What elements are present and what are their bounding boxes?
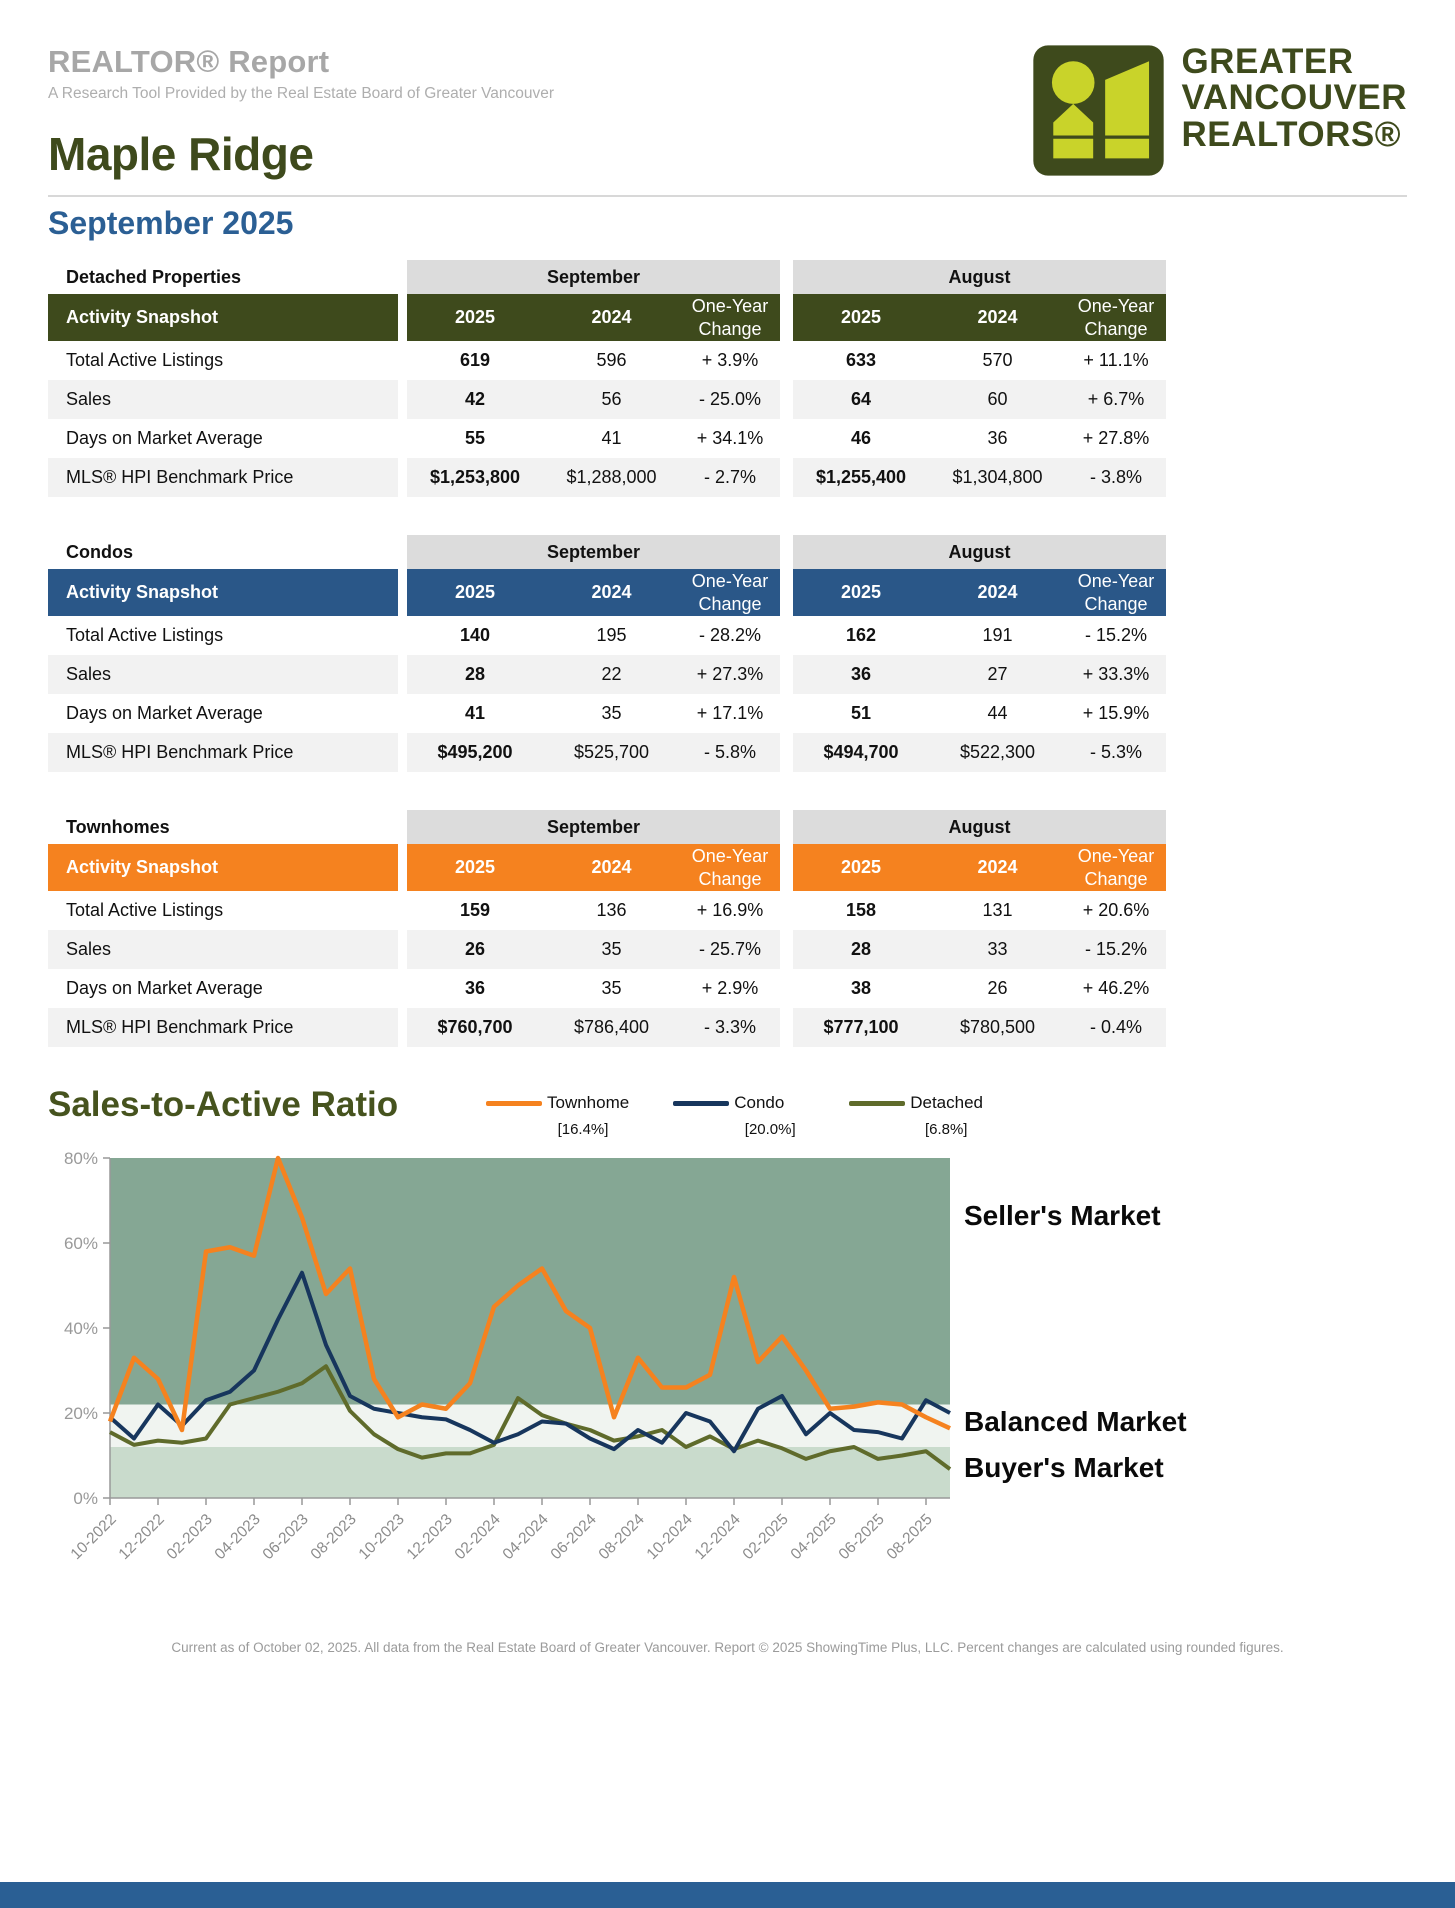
sales-to-active-chart [48, 1150, 1455, 1615]
svg-text:10-2023: 10-2023 [355, 1510, 408, 1564]
year-col-2024: 2024 [543, 569, 680, 616]
table-row-sales [48, 380, 1407, 419]
value-2024: $786,400 [543, 1008, 680, 1047]
value-2024: 191 [929, 616, 1066, 655]
legend-entry-top [486, 1093, 629, 1113]
legend-label: Townhome [547, 1093, 630, 1112]
one-year-change-col: One-Year Change [680, 294, 780, 341]
column-gap [780, 458, 793, 497]
value-2024: 33 [929, 930, 1066, 969]
column-gap [398, 844, 407, 891]
value-2025: 55 [407, 419, 543, 458]
table-row-days-on-market-average [48, 694, 1407, 733]
svg-text:08-2023: 08-2023 [307, 1510, 360, 1564]
svg-text:04-2023: 04-2023 [211, 1510, 264, 1564]
chart-title: Sales-to-Active Ratio [48, 1085, 399, 1124]
svg-text:04-2025: 04-2025 [787, 1510, 840, 1564]
legend-label: Condo [734, 1093, 785, 1112]
svg-text:0%: 0% [73, 1489, 98, 1508]
svg-text:40%: 40% [63, 1319, 98, 1338]
table-row-mls-hpi-benchmark-price [48, 458, 1407, 497]
value-2025: $495,200 [407, 733, 543, 772]
legend-label: Detached [910, 1093, 983, 1112]
table-row-total-active-listings [48, 341, 1407, 380]
value-2025: 41 [407, 694, 543, 733]
row-label: Total Active Listings [48, 891, 398, 930]
column-gap [780, 419, 793, 458]
logo-line-3: REALTORS® [1181, 114, 1402, 154]
header-titles [48, 34, 554, 181]
activity-snapshot-label: Activity Snapshot [48, 844, 398, 891]
svg-text:10-2024: 10-2024 [643, 1510, 696, 1564]
table-condos [48, 535, 1407, 772]
table-title-row [48, 260, 1407, 294]
column-gap [780, 380, 793, 419]
value-2025: 26 [407, 930, 543, 969]
value-change: + 16.9% [680, 891, 780, 930]
svg-text:02-2025: 02-2025 [739, 1510, 792, 1564]
column-gap [398, 380, 407, 419]
column-gap [780, 969, 793, 1008]
value-change: - 3.8% [1066, 458, 1166, 497]
value-2025: 64 [793, 380, 929, 419]
column-gap [780, 844, 793, 891]
value-2025: $760,700 [407, 1008, 543, 1047]
value-change: - 5.8% [680, 733, 780, 772]
gvr-logo [1032, 44, 1407, 177]
row-label: Sales [48, 930, 398, 969]
one-year-change-col: One-Year Change [680, 569, 780, 616]
column-gap [780, 930, 793, 969]
value-2025: 140 [407, 616, 543, 655]
column-gap [398, 294, 407, 341]
row-label: Total Active Listings [48, 341, 398, 380]
activity-snapshot-row [48, 569, 1407, 616]
chart-body [48, 1150, 1455, 1620]
condo-line-swatch [673, 1101, 729, 1106]
column-gap [398, 569, 407, 616]
value-change: + 27.8% [1066, 419, 1166, 458]
value-2024: $522,300 [929, 733, 1066, 772]
svg-text:06-2024: 06-2024 [547, 1510, 600, 1564]
report-title: REALTOR® Report [48, 44, 330, 79]
value-2025: 162 [793, 616, 929, 655]
row-label: Sales [48, 655, 398, 694]
month-header-august: August [793, 810, 1166, 844]
value-2024: 36 [929, 419, 1066, 458]
column-gap [780, 341, 793, 380]
value-2025: 28 [793, 930, 929, 969]
value-change: + 46.2% [1066, 969, 1166, 1008]
month-header-september: September [407, 535, 780, 569]
svg-text:04-2024: 04-2024 [499, 1510, 552, 1564]
activity-snapshot-label: Activity Snapshot [48, 569, 398, 616]
value-2025: 28 [407, 655, 543, 694]
svg-text:12-2023: 12-2023 [403, 1510, 456, 1564]
one-year-change-col: One-Year Change [1066, 569, 1166, 616]
sales-to-active-section [48, 1085, 1455, 1620]
value-2024: 60 [929, 380, 1066, 419]
value-2024: 35 [543, 969, 680, 1008]
activity-snapshot-label: Activity Snapshot [48, 294, 398, 341]
svg-text:12-2024: 12-2024 [691, 1510, 744, 1564]
year-col-2024: 2024 [543, 844, 680, 891]
year-col-2025: 2025 [793, 294, 929, 341]
activity-snapshot-row [48, 844, 1407, 891]
column-gap [398, 655, 407, 694]
row-label: MLS® HPI Benchmark Price [48, 733, 398, 772]
value-change: + 27.3% [680, 655, 780, 694]
column-gap [398, 891, 407, 930]
svg-text:20%: 20% [63, 1404, 98, 1423]
table-row-days-on-market-average [48, 969, 1407, 1008]
logo-line-2: VANCOUVER [1181, 78, 1407, 118]
svg-text:08-2024: 08-2024 [595, 1510, 648, 1564]
table-row-sales [48, 930, 1407, 969]
value-2025: $1,255,400 [793, 458, 929, 497]
value-change: - 28.2% [680, 616, 780, 655]
value-2024: 35 [543, 930, 680, 969]
year-col-2025: 2025 [407, 844, 543, 891]
value-2024: 570 [929, 341, 1066, 380]
row-label: Days on Market Average [48, 969, 398, 1008]
value-2025: 46 [793, 419, 929, 458]
year-col-2024: 2024 [929, 844, 1066, 891]
one-year-change-col: One-Year Change [1066, 294, 1166, 341]
section-title: Townhomes [48, 810, 398, 844]
legend-entry-detached [849, 1093, 983, 1138]
table-title-row [48, 810, 1407, 844]
value-change: - 5.3% [1066, 733, 1166, 772]
svg-text:06-2023: 06-2023 [259, 1510, 312, 1564]
column-gap [398, 419, 407, 458]
sellers-market-label: Seller's Market [964, 1200, 1161, 1231]
svg-text:12-2022: 12-2022 [115, 1510, 168, 1564]
year-col-2025: 2025 [793, 844, 929, 891]
gvr-logo-icon [1032, 44, 1165, 177]
svg-text:02-2023: 02-2023 [163, 1510, 216, 1564]
balanced-market-label: Balanced Market [964, 1406, 1187, 1437]
value-change: + 2.9% [680, 969, 780, 1008]
value-2024: 35 [543, 694, 680, 733]
value-2024: 26 [929, 969, 1066, 1008]
value-2024: 131 [929, 891, 1066, 930]
row-label: Sales [48, 380, 398, 419]
one-year-change-col: One-Year Change [1066, 844, 1166, 891]
activity-tables [48, 260, 1407, 1047]
section-title: Detached Properties [48, 260, 398, 294]
value-2024: 596 [543, 341, 680, 380]
table-row-mls-hpi-benchmark-price [48, 1008, 1407, 1047]
value-change: + 6.7% [1066, 380, 1166, 419]
legend-entry-condo [673, 1093, 805, 1138]
row-label: MLS® HPI Benchmark Price [48, 458, 398, 497]
chart-header [48, 1085, 983, 1138]
footer-disclaimer: Current as of October 02, 2025. All data from the Real Estate Board of Greater Vancouver. Report © 2025 ShowingTime Plus, LLC. Percent changes are calculated using rounded figures. [171, 1640, 1284, 1655]
table-row-mls-hpi-benchmark-price [48, 733, 1407, 772]
column-gap [398, 1008, 407, 1047]
legend-entry-top [673, 1093, 805, 1113]
value-change: + 15.9% [1066, 694, 1166, 733]
value-2024: 41 [543, 419, 680, 458]
column-gap [398, 930, 407, 969]
gvr-logo-wordmark [1181, 44, 1407, 153]
report-month-title: September 2025 [48, 205, 294, 241]
bottom-accent-bar [0, 1882, 1455, 1908]
table-row-sales [48, 655, 1407, 694]
activity-snapshot-row [48, 294, 1407, 341]
table-row-total-active-listings [48, 616, 1407, 655]
row-label: Days on Market Average [48, 419, 398, 458]
value-change: + 20.6% [1066, 891, 1166, 930]
value-2024: $525,700 [543, 733, 680, 772]
month-header-august: August [793, 535, 1166, 569]
value-2025: 159 [407, 891, 543, 930]
value-2024: $780,500 [929, 1008, 1066, 1047]
month-header-august: August [793, 260, 1166, 294]
legend-entry-top [849, 1093, 983, 1113]
legend-entry-townhome [486, 1093, 629, 1138]
year-col-2024: 2024 [929, 569, 1066, 616]
column-gap [780, 569, 793, 616]
table-townhomes [48, 810, 1407, 1047]
area-title: Maple Ridge [48, 128, 314, 180]
chart-legend [486, 1085, 983, 1138]
column-gap [398, 341, 407, 380]
value-2025: 619 [407, 341, 543, 380]
row-label: MLS® HPI Benchmark Price [48, 1008, 398, 1047]
one-year-change-col: One-Year Change [680, 844, 780, 891]
report-header [0, 0, 1455, 181]
value-2025: 633 [793, 341, 929, 380]
column-gap [780, 694, 793, 733]
year-col-2025: 2025 [407, 569, 543, 616]
svg-text:08-2025: 08-2025 [883, 1510, 936, 1564]
value-2024: 22 [543, 655, 680, 694]
column-gap [780, 655, 793, 694]
column-gap [780, 891, 793, 930]
value-change: + 17.1% [680, 694, 780, 733]
value-2025: 51 [793, 694, 929, 733]
table-detached-properties [48, 260, 1407, 497]
year-col-2024: 2024 [543, 294, 680, 341]
detached-line-swatch [849, 1101, 905, 1106]
column-gap [398, 969, 407, 1008]
svg-text:02-2024: 02-2024 [451, 1510, 504, 1564]
column-gap [398, 694, 407, 733]
value-2025: 42 [407, 380, 543, 419]
svg-text:06-2025: 06-2025 [835, 1510, 888, 1564]
value-change: - 15.2% [1066, 616, 1166, 655]
column-gap [398, 458, 407, 497]
header-divider [48, 195, 1407, 197]
value-2024: $1,288,000 [543, 458, 680, 497]
month-header-september: September [407, 810, 780, 844]
value-2025: 36 [407, 969, 543, 1008]
svg-text:80%: 80% [63, 1150, 98, 1168]
year-col-2025: 2025 [793, 569, 929, 616]
table-title-row [48, 535, 1407, 569]
value-2025: $494,700 [793, 733, 929, 772]
value-change: - 3.3% [680, 1008, 780, 1047]
column-gap [398, 616, 407, 655]
table-row-days-on-market-average [48, 419, 1407, 458]
value-change: - 0.4% [1066, 1008, 1166, 1047]
column-gap [780, 1008, 793, 1047]
townhome-line-swatch [486, 1101, 542, 1106]
column-gap [780, 733, 793, 772]
legend-current-ratio: [20.0%] [744, 1121, 796, 1138]
value-change: + 3.9% [680, 341, 780, 380]
sales-to-active-svg [48, 1150, 958, 1610]
value-change: - 25.0% [680, 380, 780, 419]
value-2024: 195 [543, 616, 680, 655]
value-change: - 2.7% [680, 458, 780, 497]
section-title: Condos [48, 535, 398, 569]
value-change: - 15.2% [1066, 930, 1166, 969]
legend-current-ratio: [16.4%] [557, 1121, 609, 1138]
value-2025: 38 [793, 969, 929, 1008]
year-col-2025: 2025 [407, 294, 543, 341]
value-2024: 27 [929, 655, 1066, 694]
value-2024: 56 [543, 380, 680, 419]
svg-text:60%: 60% [63, 1234, 98, 1253]
logo-line-1: GREATER [1181, 42, 1354, 81]
buyers-market-label: Buyer's Market [964, 1452, 1164, 1483]
value-2025: $1,253,800 [407, 458, 543, 497]
value-2024: 44 [929, 694, 1066, 733]
column-gap [780, 294, 793, 341]
value-change: - 25.7% [680, 930, 780, 969]
legend-current-ratio: [6.8%] [924, 1121, 968, 1138]
svg-text:10-2022: 10-2022 [67, 1510, 120, 1564]
row-label: Total Active Listings [48, 616, 398, 655]
value-change: + 33.3% [1066, 655, 1166, 694]
year-col-2024: 2024 [929, 294, 1066, 341]
value-2025: $777,100 [793, 1008, 929, 1047]
value-2024: 136 [543, 891, 680, 930]
value-change: + 34.1% [680, 419, 780, 458]
report-subtitle: A Research Tool Provided by the Real Estate Board of Greater Vancouver [48, 85, 555, 102]
month-header-september: September [407, 260, 780, 294]
column-gap [398, 733, 407, 772]
value-2025: 158 [793, 891, 929, 930]
table-row-total-active-listings [48, 891, 1407, 930]
row-label: Days on Market Average [48, 694, 398, 733]
value-2024: $1,304,800 [929, 458, 1066, 497]
value-2025: 36 [793, 655, 929, 694]
value-change: + 11.1% [1066, 341, 1166, 380]
column-gap [780, 616, 793, 655]
